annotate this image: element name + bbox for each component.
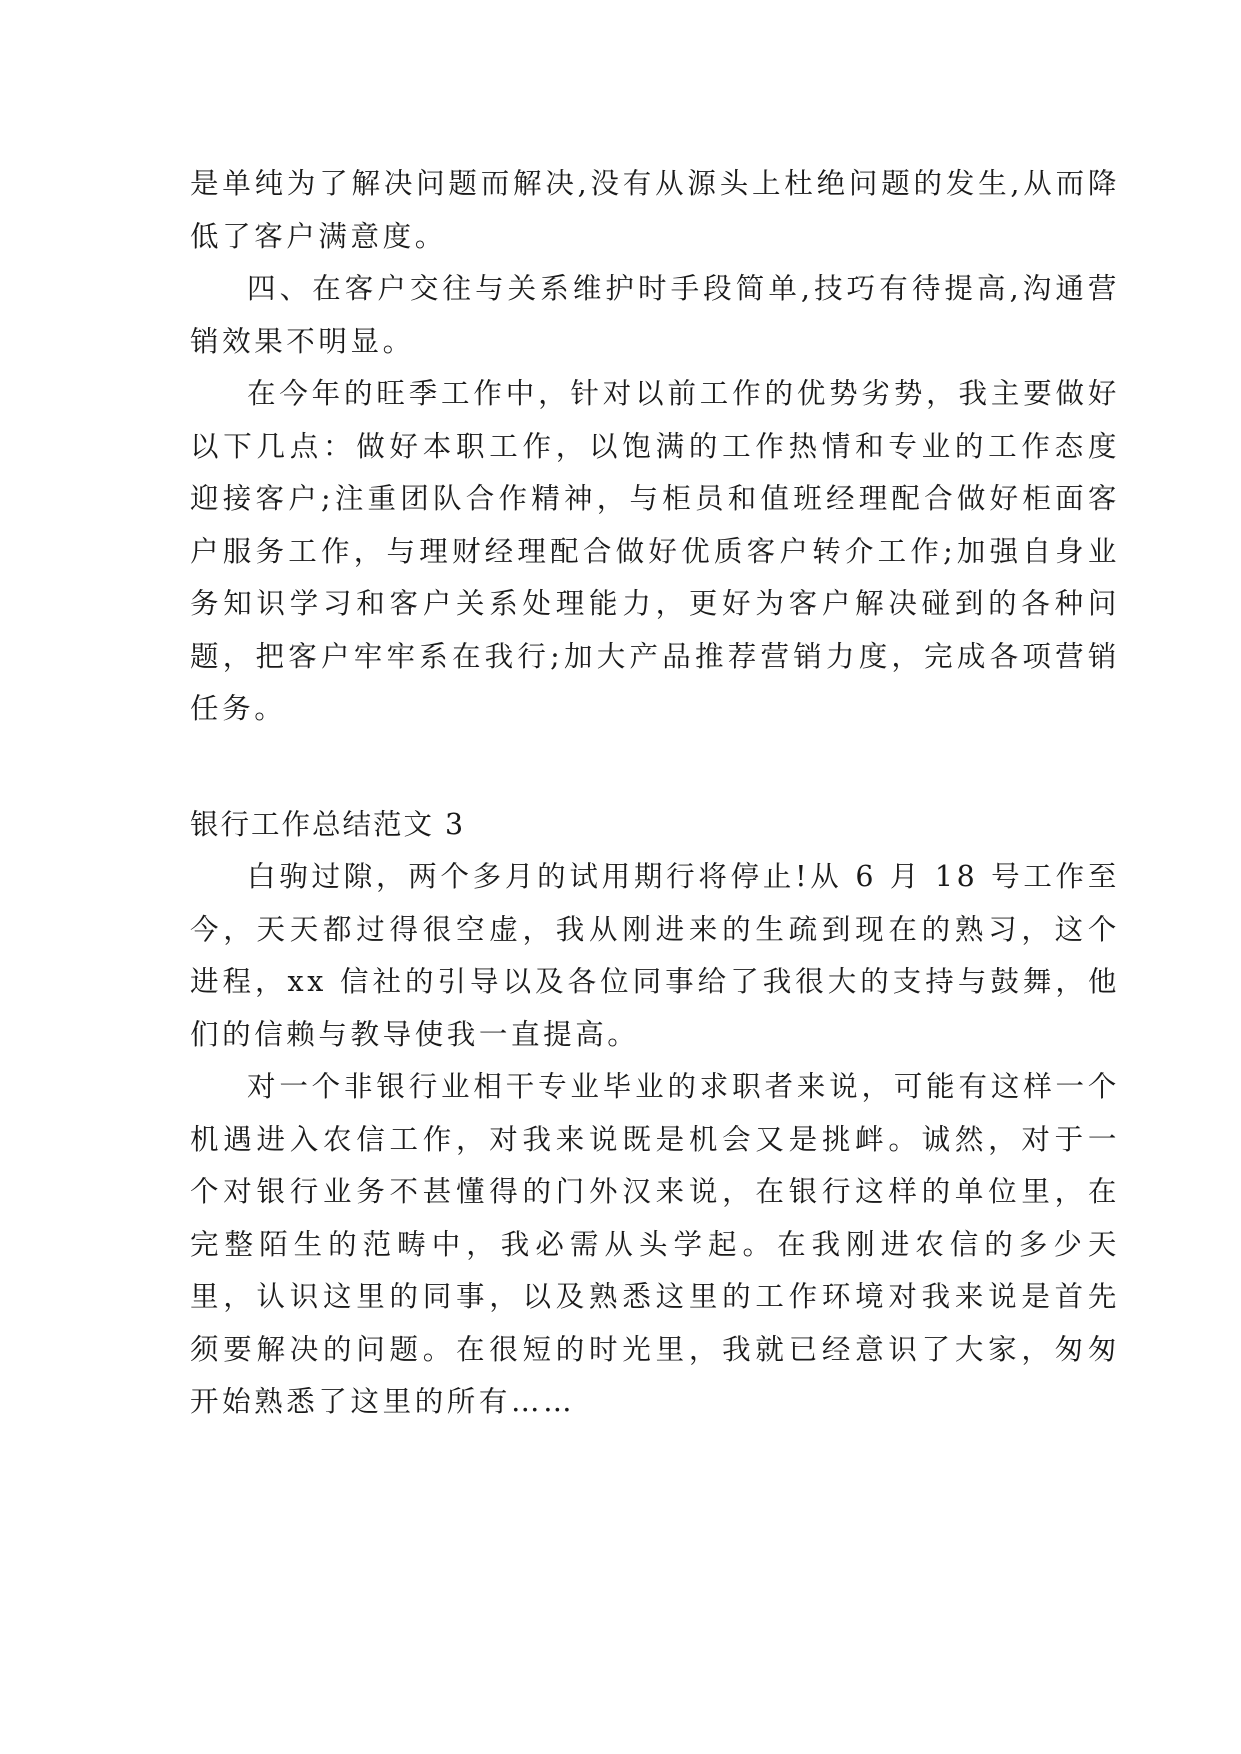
paragraph-job-seeker: 对一个非银行业相干专业毕业的求职者来说，可能有这样一个机遇进入农信工作，对我来说既是机会又是挑衅。诚然，对于一个对银行业务不甚懂得的门外汉来说，在银行这样的单位里，在完整陌生的范畴中，我必需从头学起。在我刚进农信的多少天里，认识这里的同事，以及熟悉这里的工作环境对我来说是首先须要解决的问题。在很短的时光里，我就已经意识了大家，匆匆开始熟悉了这里的所有……	[190, 1070, 1120, 1418]
paragraph-peak-season: 在今年的旺季工作中，针对以前工作的优势劣势，我主要做好以下几点：做好本职工作，以饱满的工作热情和专业的工作态度迎接客户;注重团队合作精神，与柜员和值班经理配合做好柜面客户服务工作，与理财经理配合做好优质客户转介工作;加强自身业务知识学习和客户关系处理能力，更好为客户解决碰到的各种问题，把客户牢牢系在我行;加大产品推荐营销力度，完成各项营销任务。	[190, 377, 1120, 725]
document-page	[190, 158, 1120, 1429]
continued-paragraph: 是单纯为了解决问题而解决,没有从源头上杜绝问题的发生,从而降低了客户满意度。	[190, 167, 1120, 253]
section-heading: 银行工作总结范文 3	[190, 807, 466, 841]
paragraph-four: 四、在客户交往与关系维护时手段简单,技巧有待提高,沟通营销效果不明显。	[190, 272, 1120, 358]
paragraph-probation: 白驹过隙，两个多月的试用期行将停止!从 6 月 18 号工作至今，天天都过得很空虚，我从刚进来的生疏到现在的熟习，这个进程，xx 信社的引导以及各位同事给了我很大的支持与鼓舞，他们的信赖与教导使我一直提高。	[190, 860, 1120, 1051]
